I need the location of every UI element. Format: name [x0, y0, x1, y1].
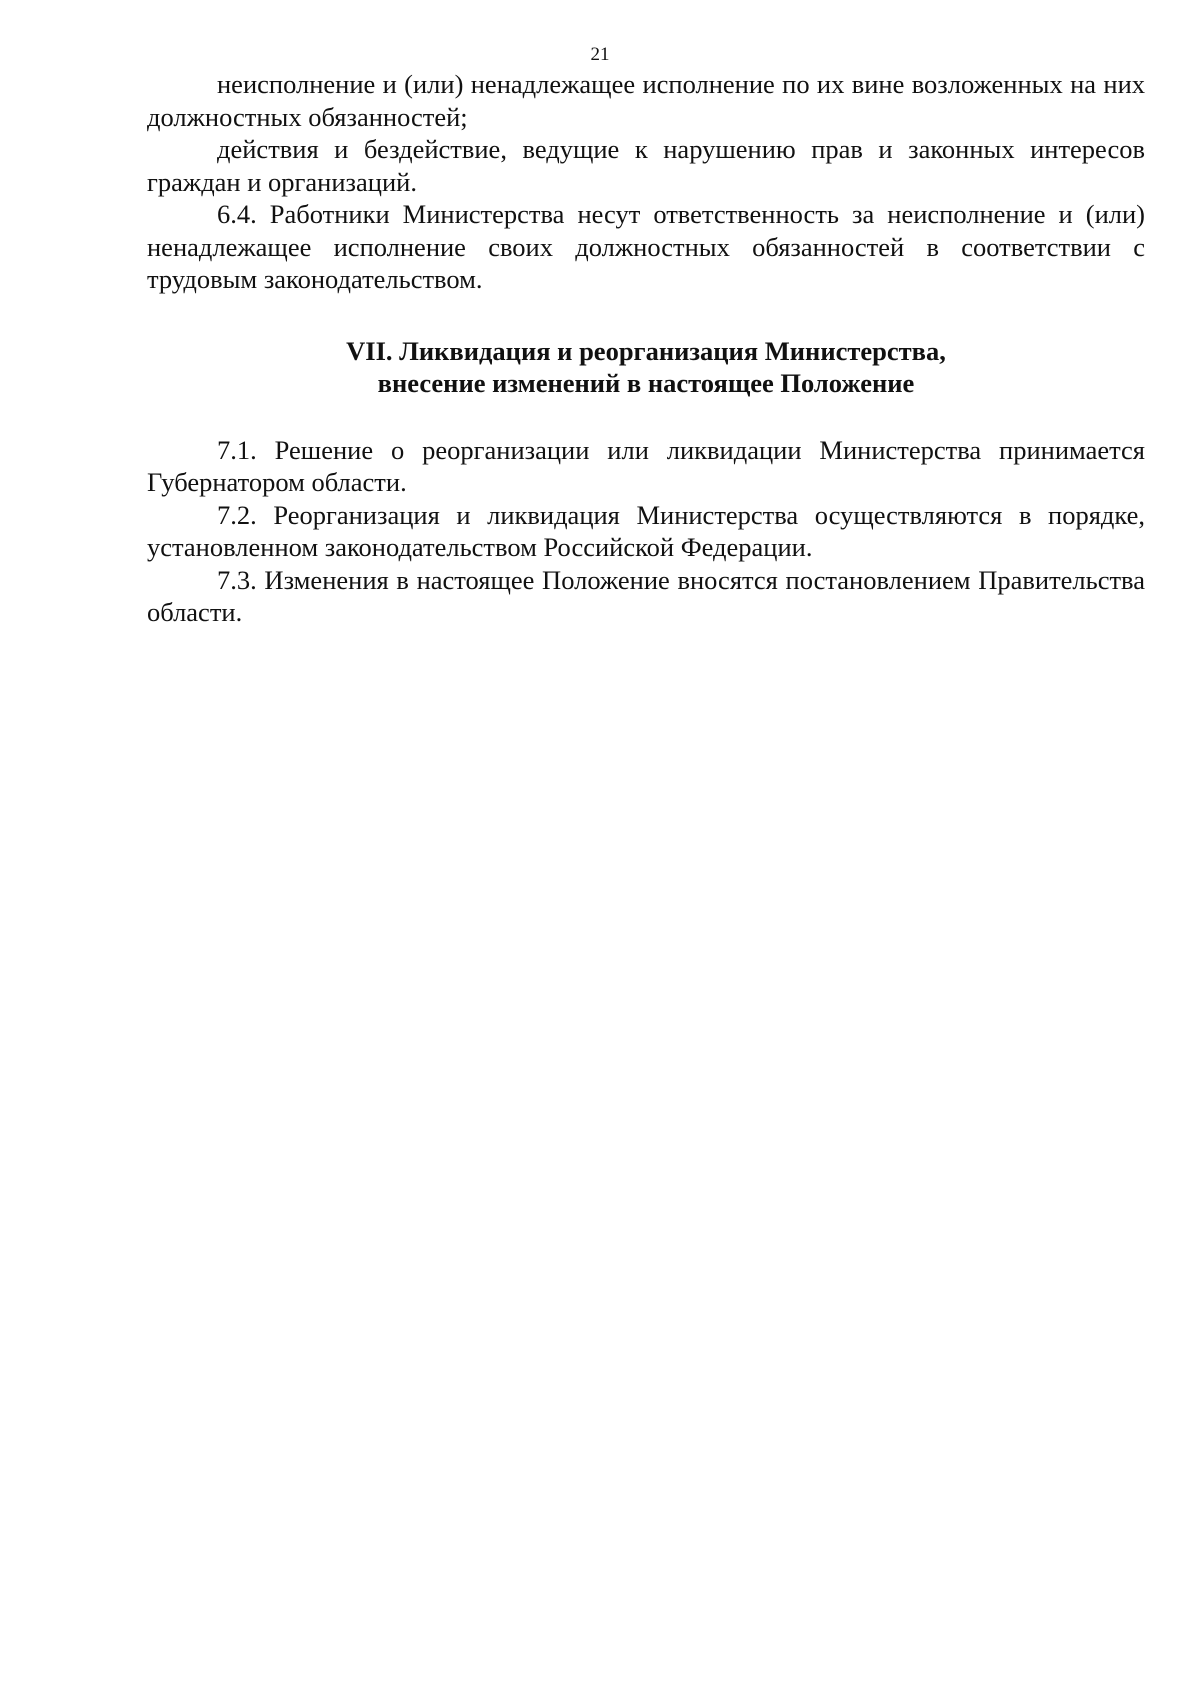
- page-number: 21: [590, 44, 610, 65]
- paragraph-nonperformance: неисполнение и (или) ненадлежащее исполнение по их вине возложенных на них должностных обязанностей;: [147, 69, 1145, 132]
- paragraph-actions-inaction: действия и бездействие, ведущие к нарушению прав и законных интересов граждан и организаций.: [147, 134, 1145, 197]
- paragraph-7-3: 7.3. Изменения в настоящее Положение вносятся постановлением Правительства области.: [147, 564, 1145, 627]
- paragraph-7-2: 7.2. Реорганизация и ликвидация Министерства осуществляются в порядке, установленном законодательством Российской Федерации.: [147, 499, 1145, 562]
- section-heading-line-2: внесение изменений в настоящее Положение: [377, 368, 915, 398]
- paragraph-6-4: 6.4. Работники Министерства несут ответственность за неисполнение и (или) ненадлежащее исполнение своих должностных обязанностей в соответствии с трудовым законодательством.: [147, 199, 1145, 294]
- paragraph-7-1: 7.1. Решение о реорганизации или ликвидации Министерства принимается Губернатором области.: [147, 434, 1145, 497]
- document-body: [147, 68, 1145, 629]
- section-heading: [147, 335, 1145, 400]
- section-heading-line-1: VII. Ликвидация и реорганизация Министерства,: [346, 335, 946, 366]
